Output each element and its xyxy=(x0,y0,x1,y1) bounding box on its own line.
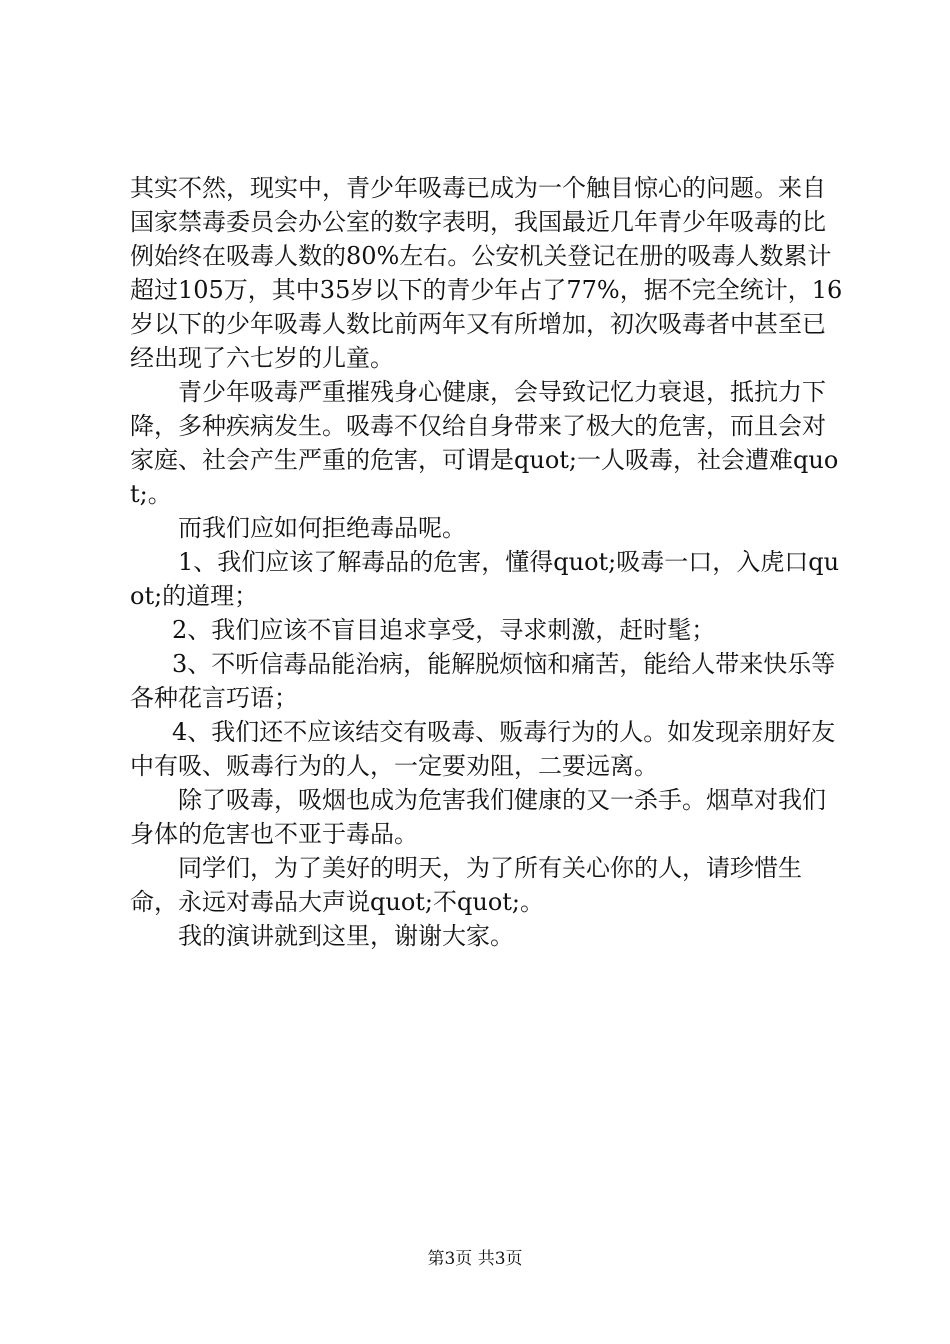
paragraph-appeal: 同学们，为了美好的明天，为了所有关心你的人，请珍惜生命，永远对毒品大声说quot;不quot;。 xyxy=(130,854,802,916)
list-item-1: 1、我们应该了解毒品的危害，懂得quot;吸毒一口，入虎口quot;的道理； xyxy=(130,548,840,610)
paragraph-statistics: 其实不然，现实中，青少年吸毒已成为一个触目惊心的问题。来自国家禁毒委员会办公室的数字表明，我国最近几年青少年吸毒的比例始终在吸毒人数的80%左右。公安机关登记在册的吸毒人数累计超过105万，其中35岁以下的青少年占了77%，据不完全统计，16岁以下的少年吸毒人数比前两年又有所增加，初次吸毒者中甚至已经出现了六七岁的儿童。 xyxy=(130,174,843,372)
list-item-3: 3、不听信毒品能治病，能解脱烦恼和痛苦，能给人带来快乐等各种花言巧语； xyxy=(130,650,836,712)
list-item-2: 2、我们应该不盲目追求享受，寻求刺激，赶时髦； xyxy=(172,616,716,644)
paragraph-how-to-refuse: 而我们应如何拒绝毒品呢。 xyxy=(178,514,466,542)
paragraph-health-harm: 青少年吸毒严重摧残身心健康，会导致记忆力衰退，抵抗力下降，多种疾病发生。吸毒不仅给自身带来了极大的危害，而且会对家庭、社会产生严重的危害，可谓是quot;一人吸毒，社会遭难quot;。 xyxy=(130,378,839,508)
page-number-footer: 第3页 共3页 xyxy=(427,1249,523,1269)
paragraph-closing: 我的演讲就到这里，谢谢大家。 xyxy=(178,922,514,950)
paragraph-smoking: 除了吸毒，吸烟也成为危害我们健康的又一杀手。烟草对我们身体的危害也不亚于毒品。 xyxy=(130,786,826,848)
document-body xyxy=(130,171,845,953)
list-item-4: 4、我们还不应该结交有吸毒、贩毒行为的人。如发现亲朋好友中有吸、贩毒行为的人，一定要劝阻，二要远离。 xyxy=(130,718,836,780)
